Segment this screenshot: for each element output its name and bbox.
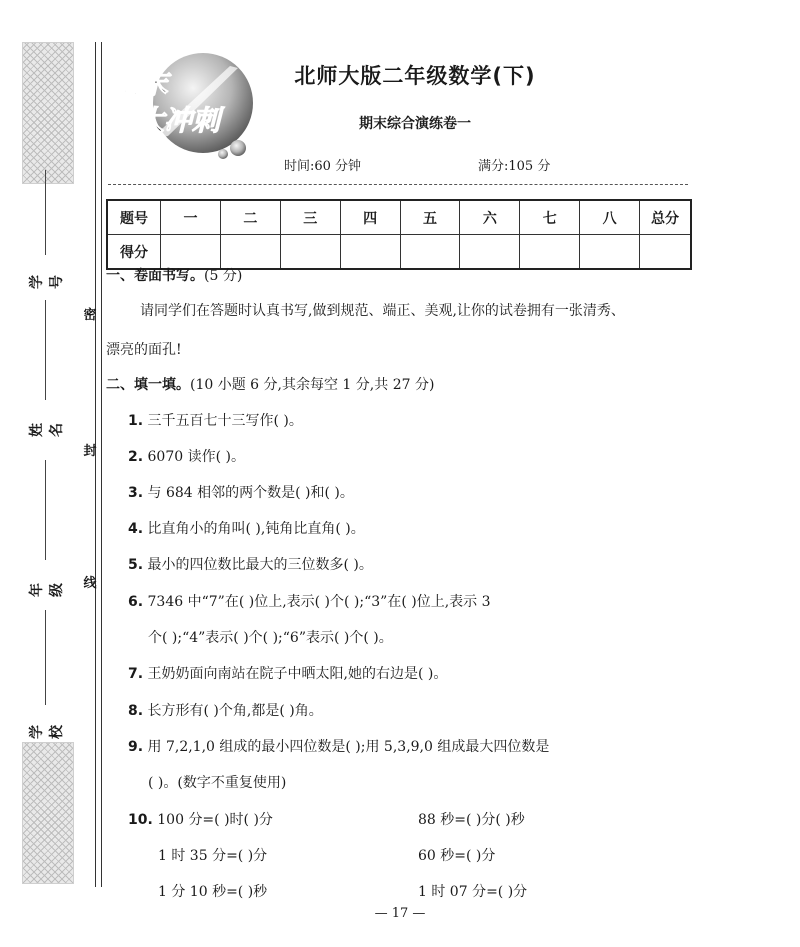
section2-title: 二、填一填。 [106, 377, 190, 393]
question-10-text-a: 100 分=( )时( )分 [157, 812, 273, 828]
score-col-8: 八 [580, 200, 640, 235]
section1-text-line2: 漂亮的面孔! [106, 342, 182, 358]
margin-hatch-bottom [22, 742, 74, 884]
line-school [45, 610, 46, 705]
logo-text-dachongci: 大冲刺 [136, 104, 221, 137]
question-2-number: 2. [128, 449, 144, 465]
label-student-id: 学号 [29, 275, 65, 289]
margin-line-outer [95, 42, 96, 887]
seal-xian: 线 [83, 576, 97, 591]
question-9 [128, 738, 549, 756]
question-10-text-f: 1 时 07 分=( )分 [418, 884, 528, 900]
score-cell-5[interactable] [400, 235, 460, 270]
question-6-continued: 个( );“4”表示( )个( );“6”表示( )个( )。 [148, 630, 393, 646]
margin-line-inner [101, 42, 102, 887]
score-col-4: 四 [340, 200, 400, 235]
score-cell-6[interactable] [460, 235, 520, 270]
question-10-text-e: 1 分 10 秒=( )秒 [158, 884, 268, 900]
question-8 [128, 702, 323, 720]
score-header-label: 题号 [107, 200, 161, 235]
exam-time: 时间:60 分钟 [284, 159, 362, 174]
question-9-continued: ( )。(数字不重复使用) [148, 775, 287, 791]
question-5 [128, 556, 373, 574]
score-table-score-row [107, 235, 691, 270]
score-col-3: 三 [280, 200, 340, 235]
question-7-number: 7. [128, 666, 144, 682]
score-table-header-row [107, 200, 691, 235]
question-2-text: 6070 读作( )。 [147, 449, 245, 465]
score-col-7: 七 [520, 200, 580, 235]
score-cell-2[interactable] [220, 235, 280, 270]
score-table [106, 199, 692, 270]
logo-final-sprint [108, 48, 258, 163]
question-10-text-d: 60 秒=( )分 [418, 848, 496, 864]
question-2 [128, 448, 245, 466]
section1-text-line1: 请同学们在答题时认真书写,做到规范、端正、美观,让你的试卷拥有一张清秀、 [140, 303, 625, 319]
section1-points: (5 分) [204, 268, 243, 284]
question-10-text-c: 1 时 35 分=( )分 [158, 848, 268, 864]
margin-hatch-top [22, 42, 74, 184]
question-4-text: 比直角小的角叫( ),钝角比直角( )。 [147, 521, 365, 537]
question-6-number: 6. [128, 594, 144, 610]
score-col-2: 二 [220, 200, 280, 235]
score-cell-1[interactable] [161, 235, 221, 270]
section2-points: (10 小题 6 分,其余每空 1 分,共 27 分) [190, 377, 435, 393]
line-name [45, 300, 46, 400]
page-number: — 17 — [374, 906, 426, 921]
question-5-text: 最小的四位数比最大的三位数多( )。 [147, 557, 373, 573]
seal-feng: 封 [83, 444, 97, 459]
question-4-number: 4. [128, 521, 144, 537]
score-cell-7[interactable] [520, 235, 580, 270]
question-10-number: 10. [128, 812, 153, 828]
label-name: 姓名 [29, 423, 65, 437]
question-5-number: 5. [128, 557, 144, 573]
question-1-number: 1. [128, 413, 144, 429]
score-cell-total[interactable] [640, 235, 692, 270]
score-cell-3[interactable] [280, 235, 340, 270]
question-10 [128, 811, 273, 829]
score-row-label: 得分 [107, 235, 161, 270]
section1-heading [106, 267, 242, 285]
question-6 [128, 593, 491, 611]
question-10-text-b: 88 秒=( )分( )秒 [418, 812, 525, 828]
page-title: 北师大版二年级数学(下) [294, 64, 536, 88]
exam-full-score: 满分:105 分 [478, 159, 551, 174]
label-grade: 年级 [29, 583, 65, 597]
section1-title: 一、卷面书写。 [106, 268, 204, 284]
dotted-divider [108, 184, 688, 185]
question-3-number: 3. [128, 485, 144, 501]
question-8-number: 8. [128, 703, 144, 719]
score-cell-8[interactable] [580, 235, 640, 270]
section2-heading [106, 376, 434, 394]
question-6-text-a: 7346 中“7”在( )位上,表示( )个( );“3”在( )位上,表示 3 [147, 594, 491, 610]
question-9-text-a: 用 7,2,1,0 组成的最小四位数是( );用 5,3,9,0 组成最大四位数是 [147, 739, 550, 755]
line-grade [45, 460, 46, 560]
question-3 [128, 484, 354, 502]
question-9-number: 9. [128, 739, 144, 755]
score-col-total: 总分 [640, 200, 692, 235]
question-8-text: 长方形有( )个角,都是( )角。 [147, 703, 323, 719]
page-subtitle: 期末综合演练卷一 [359, 116, 471, 132]
logo-text-qimo: 期末 [112, 67, 169, 100]
score-cell-4[interactable] [340, 235, 400, 270]
question-4 [128, 520, 365, 538]
score-col-1: 一 [161, 200, 221, 235]
question-1-text: 三千五百七十三写作( )。 [147, 413, 303, 429]
line-student-id [45, 170, 46, 255]
label-school: 学校 [29, 725, 65, 739]
question-7 [128, 665, 447, 683]
question-3-text: 与 684 相邻的两个数是( )和( )。 [147, 485, 354, 501]
seal-mi: 密 [83, 308, 97, 323]
score-col-5: 五 [400, 200, 460, 235]
question-7-text: 王奶奶面向南站在院子中晒太阳,她的右边是( )。 [147, 666, 448, 682]
question-1 [128, 412, 303, 430]
score-col-6: 六 [460, 200, 520, 235]
